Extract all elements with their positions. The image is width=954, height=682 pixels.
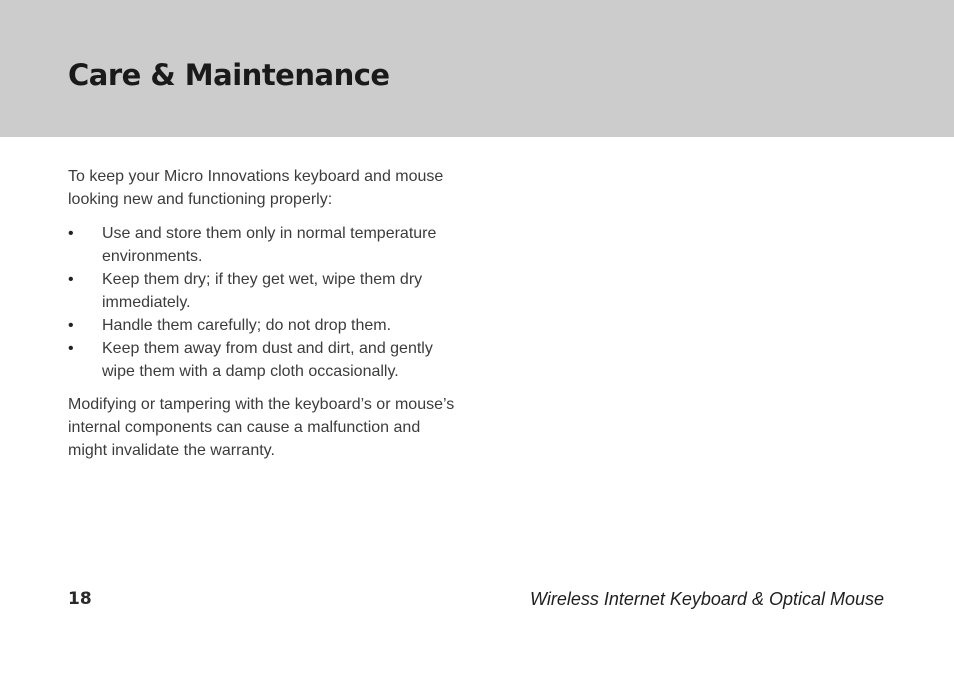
bullet-icon: •	[68, 317, 74, 334]
list-item-text: Handle them carefully; do not drop them.	[102, 317, 392, 334]
bullet-icon: •	[68, 340, 74, 357]
main-content	[68, 165, 463, 462]
header-band	[0, 0, 954, 137]
care-instructions-list	[68, 222, 463, 383]
page-title: Care & Maintenance	[68, 58, 390, 92]
list-item	[68, 337, 463, 383]
list-item-text: Keep them away from dust and dirt, and gently wipe them with a damp cloth occasionally.	[102, 340, 433, 380]
intro-paragraph: To keep your Micro Innovations keyboard and mouse looking new and functioning properly:	[68, 168, 444, 208]
closing-paragraph: Modifying or tampering with the keyboard’s or mouse’s internal components can cause a malfunction and might invalidate the warranty.	[68, 396, 455, 459]
bullet-icon: •	[68, 225, 74, 242]
bullet-icon: •	[68, 271, 74, 288]
list-item-text: Use and store them only in normal temperature environments.	[102, 225, 437, 265]
list-item	[68, 268, 463, 314]
list-item	[68, 222, 463, 268]
product-name: Wireless Internet Keyboard & Optical Mouse	[530, 589, 884, 609]
page-number: 18	[68, 589, 92, 609]
list-item	[68, 314, 463, 337]
list-item-text: Keep them dry; if they get wet, wipe them dry immediately.	[102, 271, 423, 311]
